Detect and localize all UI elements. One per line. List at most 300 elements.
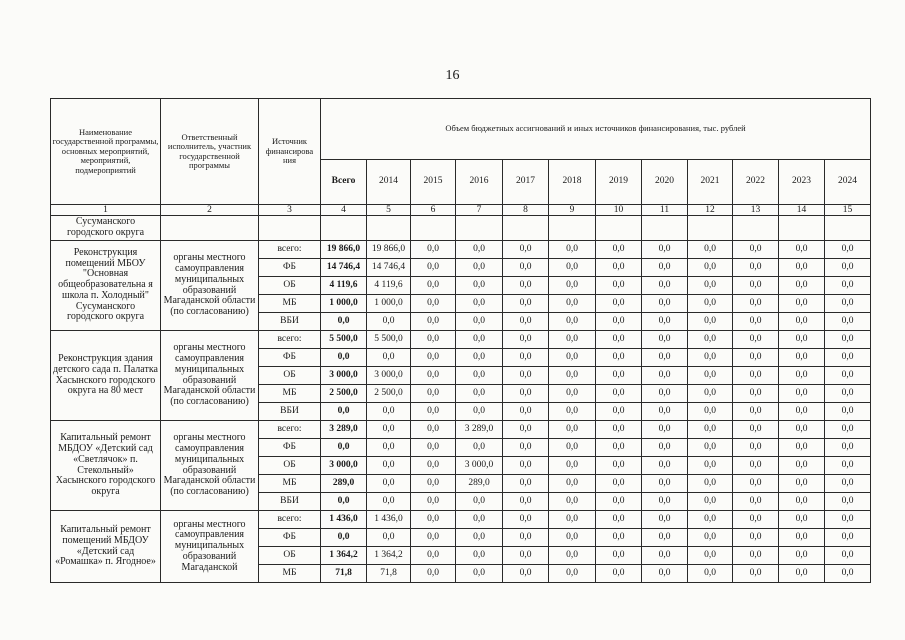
empty-cell xyxy=(503,216,549,241)
year-value: 0,0 xyxy=(733,403,779,421)
year-value: 0,0 xyxy=(642,493,688,511)
header-volume: Объем бюджетных ассигнований и иных источников финансирования, тыс. рублей xyxy=(321,99,871,160)
year-value: 0,0 xyxy=(688,565,733,583)
year-value: 0,0 xyxy=(779,259,825,277)
funding-source: всего: xyxy=(259,331,321,349)
year-value: 0,0 xyxy=(411,493,456,511)
year-value: 0,0 xyxy=(503,475,549,493)
year-value: 0,0 xyxy=(825,259,871,277)
year-value: 0,0 xyxy=(456,367,503,385)
year-value: 0,0 xyxy=(549,565,596,583)
year-value: 0,0 xyxy=(503,313,549,331)
year-value: 0,0 xyxy=(779,529,825,547)
header-year: 2018 xyxy=(549,160,596,205)
year-value: 71,8 xyxy=(367,565,411,583)
year-value: 0,0 xyxy=(688,295,733,313)
year-value: 0,0 xyxy=(503,349,549,367)
year-value: 0,0 xyxy=(688,277,733,295)
year-value: 0,0 xyxy=(456,259,503,277)
year-value: 0,0 xyxy=(688,439,733,457)
column-numbers-row xyxy=(51,205,871,216)
column-number: 13 xyxy=(733,205,779,216)
total-value: 1 000,0 xyxy=(321,295,367,313)
funding-source: ОБ xyxy=(259,547,321,565)
year-value: 0,0 xyxy=(596,475,642,493)
measure-name: Реконструкция здания детского сада п. Палатка Хасынского городского округа на 80 мест xyxy=(51,331,161,421)
total-value: 0,0 xyxy=(321,529,367,547)
column-number: 5 xyxy=(367,205,411,216)
year-value: 0,0 xyxy=(549,331,596,349)
year-value: 0,0 xyxy=(779,475,825,493)
year-value: 1 000,0 xyxy=(367,295,411,313)
year-value: 0,0 xyxy=(825,439,871,457)
year-value: 0,0 xyxy=(733,241,779,259)
year-value: 0,0 xyxy=(411,529,456,547)
year-value: 0,0 xyxy=(503,511,549,529)
year-value: 0,0 xyxy=(411,241,456,259)
year-value: 0,0 xyxy=(825,511,871,529)
year-value: 0,0 xyxy=(456,385,503,403)
empty-cell xyxy=(161,216,259,241)
year-value: 0,0 xyxy=(733,457,779,475)
year-value: 5 500,0 xyxy=(367,331,411,349)
year-value: 0,0 xyxy=(456,277,503,295)
column-number: 11 xyxy=(642,205,688,216)
funding-source: МБ xyxy=(259,385,321,403)
year-value: 0,0 xyxy=(825,385,871,403)
column-number: 1 xyxy=(51,205,161,216)
year-value: 0,0 xyxy=(825,529,871,547)
year-value: 0,0 xyxy=(456,331,503,349)
year-value: 0,0 xyxy=(825,547,871,565)
year-value: 0,0 xyxy=(779,547,825,565)
year-value: 0,0 xyxy=(779,493,825,511)
year-value: 0,0 xyxy=(549,547,596,565)
column-number: 7 xyxy=(456,205,503,216)
year-value: 0,0 xyxy=(642,313,688,331)
year-value: 0,0 xyxy=(642,511,688,529)
year-value: 0,0 xyxy=(642,277,688,295)
year-value: 0,0 xyxy=(642,295,688,313)
header-year: 2019 xyxy=(596,160,642,205)
year-value: 0,0 xyxy=(367,529,411,547)
year-value: 0,0 xyxy=(825,475,871,493)
year-value: 0,0 xyxy=(503,403,549,421)
year-value: 0,0 xyxy=(456,295,503,313)
year-value: 0,0 xyxy=(456,493,503,511)
header-year: 2014 xyxy=(367,160,411,205)
year-value: 0,0 xyxy=(411,367,456,385)
year-value: 0,0 xyxy=(411,331,456,349)
year-value: 0,0 xyxy=(779,385,825,403)
year-value: 0,0 xyxy=(733,385,779,403)
year-value: 0,0 xyxy=(688,421,733,439)
year-value: 0,0 xyxy=(367,439,411,457)
year-value: 3 289,0 xyxy=(456,421,503,439)
year-value: 0,0 xyxy=(456,529,503,547)
header-year: 2020 xyxy=(642,160,688,205)
year-value: 0,0 xyxy=(688,385,733,403)
year-value: 0,0 xyxy=(642,403,688,421)
year-value: 0,0 xyxy=(503,529,549,547)
header-year: 2023 xyxy=(779,160,825,205)
total-value: 1 364,2 xyxy=(321,547,367,565)
total-value: 0,0 xyxy=(321,493,367,511)
year-value: 14 746,4 xyxy=(367,259,411,277)
year-value: 0,0 xyxy=(411,511,456,529)
column-number: 8 xyxy=(503,205,549,216)
year-value: 0,0 xyxy=(688,529,733,547)
year-value: 0,0 xyxy=(503,295,549,313)
year-value: 0,0 xyxy=(367,349,411,367)
header-total: Всего xyxy=(321,160,367,205)
year-value: 0,0 xyxy=(596,511,642,529)
total-value: 3 289,0 xyxy=(321,421,367,439)
year-value: 0,0 xyxy=(642,529,688,547)
header-source: Источник финансирова ния xyxy=(259,99,321,205)
year-value: 0,0 xyxy=(596,421,642,439)
funding-source: ФБ xyxy=(259,349,321,367)
year-value: 0,0 xyxy=(549,385,596,403)
year-value: 0,0 xyxy=(596,385,642,403)
year-value: 0,0 xyxy=(688,547,733,565)
year-value: 289,0 xyxy=(456,475,503,493)
funding-source: МБ xyxy=(259,565,321,583)
year-value: 0,0 xyxy=(688,457,733,475)
year-value: 0,0 xyxy=(825,565,871,583)
year-value: 0,0 xyxy=(549,457,596,475)
year-value: 0,0 xyxy=(596,277,642,295)
year-value: 0,0 xyxy=(779,403,825,421)
year-value: 0,0 xyxy=(825,349,871,367)
empty-cell xyxy=(825,216,871,241)
column-number: 14 xyxy=(779,205,825,216)
year-value: 0,0 xyxy=(688,403,733,421)
year-value: 0,0 xyxy=(779,277,825,295)
year-value: 0,0 xyxy=(503,331,549,349)
year-value: 0,0 xyxy=(596,457,642,475)
year-value: 0,0 xyxy=(549,403,596,421)
year-value: 3 000,0 xyxy=(456,457,503,475)
responsible-executor: органы местного самоуправления муниципальных образований Магаданской области (по согласованию) xyxy=(161,241,259,331)
year-value: 0,0 xyxy=(642,385,688,403)
empty-cell xyxy=(549,216,596,241)
year-value: 0,0 xyxy=(411,565,456,583)
total-value: 0,0 xyxy=(321,439,367,457)
year-value: 0,0 xyxy=(411,457,456,475)
year-value: 0,0 xyxy=(367,457,411,475)
year-value: 0,0 xyxy=(411,295,456,313)
column-number: 9 xyxy=(549,205,596,216)
year-value: 0,0 xyxy=(549,259,596,277)
year-value: 0,0 xyxy=(596,493,642,511)
year-value: 0,0 xyxy=(549,349,596,367)
year-value: 0,0 xyxy=(456,313,503,331)
year-value: 0,0 xyxy=(503,277,549,295)
year-value: 0,0 xyxy=(642,259,688,277)
funding-source: ОБ xyxy=(259,367,321,385)
funding-source: МБ xyxy=(259,295,321,313)
year-value: 0,0 xyxy=(596,331,642,349)
column-number: 15 xyxy=(825,205,871,216)
header-year: 2016 xyxy=(456,160,503,205)
continuation-row xyxy=(51,216,871,241)
year-value: 0,0 xyxy=(503,421,549,439)
table-row xyxy=(51,331,871,349)
year-value: 0,0 xyxy=(642,349,688,367)
year-value: 19 866,0 xyxy=(367,241,411,259)
empty-cell xyxy=(367,216,411,241)
year-value: 0,0 xyxy=(642,475,688,493)
year-value: 0,0 xyxy=(503,367,549,385)
total-value: 0,0 xyxy=(321,403,367,421)
year-value: 0,0 xyxy=(733,259,779,277)
year-value: 0,0 xyxy=(549,313,596,331)
year-value: 0,0 xyxy=(733,331,779,349)
year-value: 0,0 xyxy=(596,547,642,565)
year-value: 0,0 xyxy=(642,439,688,457)
year-value: 4 119,6 xyxy=(367,277,411,295)
year-value: 0,0 xyxy=(549,439,596,457)
year-value: 0,0 xyxy=(411,259,456,277)
responsible-executor: органы местного самоуправления муниципальных образований Магаданской области (по согласованию) xyxy=(161,331,259,421)
continuation-text: Сусуманского городского округа xyxy=(51,216,161,241)
year-value: 0,0 xyxy=(733,367,779,385)
year-value: 0,0 xyxy=(733,493,779,511)
year-value: 1 436,0 xyxy=(367,511,411,529)
year-value: 0,0 xyxy=(825,421,871,439)
year-value: 0,0 xyxy=(503,259,549,277)
funding-source: ФБ xyxy=(259,259,321,277)
empty-cell xyxy=(456,216,503,241)
year-value: 0,0 xyxy=(733,529,779,547)
year-value: 0,0 xyxy=(411,403,456,421)
year-value: 0,0 xyxy=(733,295,779,313)
year-value: 0,0 xyxy=(779,241,825,259)
year-value: 2 500,0 xyxy=(367,385,411,403)
year-value: 0,0 xyxy=(456,439,503,457)
year-value: 0,0 xyxy=(367,475,411,493)
year-value: 0,0 xyxy=(825,241,871,259)
year-value: 0,0 xyxy=(411,421,456,439)
measure-name: Реконструкция помещений МБОУ "Основная общеобразовательна я школа п. Холодный" Сусуманского городского округа xyxy=(51,241,161,331)
year-value: 0,0 xyxy=(825,367,871,385)
year-value: 0,0 xyxy=(456,241,503,259)
funding-source: ВБИ xyxy=(259,493,321,511)
empty-cell xyxy=(321,216,367,241)
total-value: 0,0 xyxy=(321,313,367,331)
year-value: 0,0 xyxy=(733,439,779,457)
measure-name: Капитальный ремонт МБДОУ «Детский сад «Светлячок» п. Стекольный» Хасынского городского округа xyxy=(51,421,161,511)
year-value: 0,0 xyxy=(825,403,871,421)
year-value: 0,0 xyxy=(411,385,456,403)
empty-cell xyxy=(733,216,779,241)
year-value: 0,0 xyxy=(733,511,779,529)
year-value: 0,0 xyxy=(549,241,596,259)
year-value: 0,0 xyxy=(411,547,456,565)
table-row xyxy=(51,241,871,259)
header-year: 2015 xyxy=(411,160,456,205)
total-value: 1 436,0 xyxy=(321,511,367,529)
year-value: 0,0 xyxy=(456,403,503,421)
year-value: 0,0 xyxy=(456,547,503,565)
year-value: 0,0 xyxy=(733,547,779,565)
year-value: 0,0 xyxy=(411,277,456,295)
year-value: 0,0 xyxy=(825,331,871,349)
year-value: 0,0 xyxy=(825,277,871,295)
empty-cell xyxy=(642,216,688,241)
year-value: 0,0 xyxy=(596,565,642,583)
funding-source: ФБ xyxy=(259,439,321,457)
year-value: 0,0 xyxy=(779,313,825,331)
column-number: 3 xyxy=(259,205,321,216)
year-value: 0,0 xyxy=(688,493,733,511)
year-value: 0,0 xyxy=(825,493,871,511)
year-value: 0,0 xyxy=(411,439,456,457)
year-value: 0,0 xyxy=(642,457,688,475)
year-value: 0,0 xyxy=(549,367,596,385)
total-value: 289,0 xyxy=(321,475,367,493)
table-body xyxy=(51,216,871,583)
year-value: 0,0 xyxy=(503,439,549,457)
year-value: 0,0 xyxy=(688,349,733,367)
year-value: 0,0 xyxy=(825,313,871,331)
year-value: 0,0 xyxy=(596,529,642,547)
year-value: 0,0 xyxy=(733,349,779,367)
table-header xyxy=(51,99,871,216)
year-value: 0,0 xyxy=(779,367,825,385)
empty-cell xyxy=(259,216,321,241)
funding-source: всего: xyxy=(259,421,321,439)
year-value: 0,0 xyxy=(503,457,549,475)
funding-source: всего: xyxy=(259,241,321,259)
year-value: 0,0 xyxy=(367,313,411,331)
empty-cell xyxy=(596,216,642,241)
year-value: 0,0 xyxy=(596,313,642,331)
year-value: 0,0 xyxy=(549,421,596,439)
year-value: 0,0 xyxy=(688,313,733,331)
year-value: 0,0 xyxy=(688,259,733,277)
year-value: 0,0 xyxy=(456,349,503,367)
year-value: 0,0 xyxy=(503,547,549,565)
year-value: 0,0 xyxy=(733,313,779,331)
year-value: 0,0 xyxy=(688,241,733,259)
header-year: 2021 xyxy=(688,160,733,205)
empty-cell xyxy=(688,216,733,241)
year-value: 0,0 xyxy=(779,439,825,457)
year-value: 0,0 xyxy=(642,367,688,385)
year-value: 0,0 xyxy=(688,475,733,493)
funding-source: МБ xyxy=(259,475,321,493)
year-value: 0,0 xyxy=(779,565,825,583)
year-value: 0,0 xyxy=(411,313,456,331)
year-value: 0,0 xyxy=(596,241,642,259)
year-value: 0,0 xyxy=(596,295,642,313)
year-value: 0,0 xyxy=(779,511,825,529)
funding-source: всего: xyxy=(259,511,321,529)
total-value: 5 500,0 xyxy=(321,331,367,349)
year-value: 0,0 xyxy=(642,547,688,565)
header-year: 2017 xyxy=(503,160,549,205)
year-value: 0,0 xyxy=(596,439,642,457)
column-number: 12 xyxy=(688,205,733,216)
year-value: 0,0 xyxy=(503,241,549,259)
year-value: 0,0 xyxy=(779,421,825,439)
year-value: 0,0 xyxy=(549,493,596,511)
column-number: 2 xyxy=(161,205,259,216)
year-value: 0,0 xyxy=(367,403,411,421)
year-value: 0,0 xyxy=(596,349,642,367)
total-value: 19 866,0 xyxy=(321,241,367,259)
empty-cell xyxy=(411,216,456,241)
year-value: 0,0 xyxy=(367,421,411,439)
total-value: 0,0 xyxy=(321,349,367,367)
funding-source: ФБ xyxy=(259,529,321,547)
funding-source: ВБИ xyxy=(259,403,321,421)
year-value: 0,0 xyxy=(456,511,503,529)
year-value: 0,0 xyxy=(549,475,596,493)
year-value: 0,0 xyxy=(825,295,871,313)
year-value: 0,0 xyxy=(596,367,642,385)
total-value: 14 746,4 xyxy=(321,259,367,277)
total-value: 4 119,6 xyxy=(321,277,367,295)
year-value: 0,0 xyxy=(503,493,549,511)
year-value: 0,0 xyxy=(779,457,825,475)
year-value: 0,0 xyxy=(503,565,549,583)
header-year: 2022 xyxy=(733,160,779,205)
year-value: 0,0 xyxy=(549,511,596,529)
responsible-executor: органы местного самоуправления муниципальных образований Магаданской xyxy=(161,511,259,583)
funding-source: ОБ xyxy=(259,457,321,475)
year-value: 0,0 xyxy=(779,295,825,313)
year-value: 0,0 xyxy=(779,331,825,349)
funding-source: ОБ xyxy=(259,277,321,295)
year-value: 0,0 xyxy=(688,367,733,385)
year-value: 0,0 xyxy=(549,277,596,295)
year-value: 0,0 xyxy=(503,385,549,403)
year-value: 0,0 xyxy=(549,295,596,313)
total-value: 3 000,0 xyxy=(321,457,367,475)
year-value: 0,0 xyxy=(549,529,596,547)
total-value: 71,8 xyxy=(321,565,367,583)
year-value: 0,0 xyxy=(688,331,733,349)
year-value: 3 000,0 xyxy=(367,367,411,385)
budget-table-container xyxy=(50,98,871,583)
column-number: 6 xyxy=(411,205,456,216)
year-value: 0,0 xyxy=(733,475,779,493)
funding-source: ВБИ xyxy=(259,313,321,331)
responsible-executor: органы местного самоуправления муниципальных образований Магаданской области (по согласованию) xyxy=(161,421,259,511)
budget-table xyxy=(50,98,871,583)
year-value: 0,0 xyxy=(825,457,871,475)
empty-cell xyxy=(779,216,825,241)
year-value: 0,0 xyxy=(642,565,688,583)
year-value: 0,0 xyxy=(642,421,688,439)
total-value: 3 000,0 xyxy=(321,367,367,385)
table-row xyxy=(51,421,871,439)
year-value: 0,0 xyxy=(733,421,779,439)
year-value: 0,0 xyxy=(596,403,642,421)
column-number: 10 xyxy=(596,205,642,216)
year-value: 0,0 xyxy=(642,241,688,259)
total-value: 2 500,0 xyxy=(321,385,367,403)
year-value: 0,0 xyxy=(411,475,456,493)
year-value: 1 364,2 xyxy=(367,547,411,565)
year-value: 0,0 xyxy=(411,349,456,367)
column-number: 4 xyxy=(321,205,367,216)
header-year: 2024 xyxy=(825,160,871,205)
header-name: Наименование государственной программы, основных мероприятий, мероприятий, подмероприятий xyxy=(51,99,161,205)
